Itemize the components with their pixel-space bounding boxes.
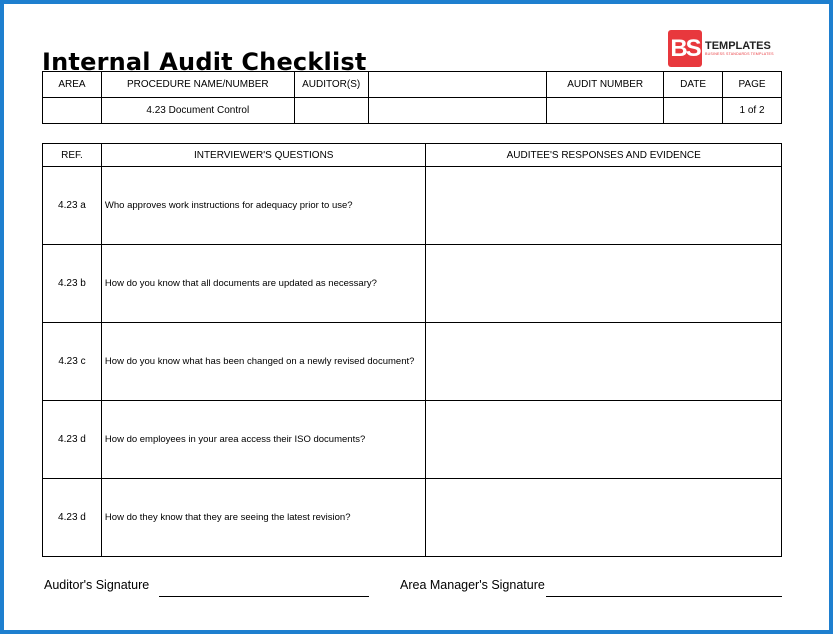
table-row xyxy=(43,245,782,323)
logo-name: TEMPLATES xyxy=(705,39,771,52)
table-row xyxy=(43,479,782,557)
ref-column-header: REF. xyxy=(43,144,102,167)
row-question: How do you know that all documents are updated as necessary? xyxy=(101,245,426,323)
manager-signature-label: Area Manager's Signature xyxy=(400,578,545,592)
logo-mark: BS xyxy=(668,30,702,67)
procedure-label: PROCEDURE NAME/NUMBER xyxy=(101,72,294,98)
row-ref: 4.23 a xyxy=(43,167,102,245)
area-value[interactable] xyxy=(43,98,102,124)
questions-column-header: INTERVIEWER'S QUESTIONS xyxy=(101,144,426,167)
audit-number-value[interactable] xyxy=(547,98,664,124)
row-response[interactable] xyxy=(426,167,782,245)
table-row xyxy=(43,401,782,479)
responses-column-header: AUDITEE'S RESPONSES AND EVIDENCE xyxy=(426,144,782,167)
page-title: Internal Audit Checklist xyxy=(42,48,367,76)
document-page xyxy=(4,4,829,630)
auditors-extra-value[interactable] xyxy=(368,98,547,124)
date-value[interactable] xyxy=(664,98,723,124)
date-label: DATE xyxy=(664,72,723,98)
table-row xyxy=(43,323,782,401)
audit-header-table xyxy=(42,71,782,124)
row-response[interactable] xyxy=(426,323,782,401)
auditors-extra-cell[interactable] xyxy=(368,72,547,98)
page-value: 1 of 2 xyxy=(723,98,782,124)
row-ref: 4.23 b xyxy=(43,245,102,323)
row-ref: 4.23 d xyxy=(43,401,102,479)
row-question: How do they know that they are seeing the latest revision? xyxy=(101,479,426,557)
row-ref: 4.23 d xyxy=(43,479,102,557)
row-ref: 4.23 c xyxy=(43,323,102,401)
audit-number-label: AUDIT NUMBER xyxy=(547,72,664,98)
area-label: AREA xyxy=(43,72,102,98)
row-response[interactable] xyxy=(426,401,782,479)
table-row xyxy=(43,167,782,245)
row-response[interactable] xyxy=(426,479,782,557)
auditor-signature-line[interactable] xyxy=(159,596,369,597)
logo-tagline: BUSINESS STANDARDS TEMPLATES xyxy=(705,51,774,56)
row-response[interactable] xyxy=(426,245,782,323)
procedure-value[interactable]: 4.23 Document Control xyxy=(101,98,294,124)
row-question: How do you know what has been changed on a newly revised document? xyxy=(101,323,426,401)
auditor-signature-label: Auditor's Signature xyxy=(44,578,150,592)
row-question: How do employees in your area access their ISO documents? xyxy=(101,401,426,479)
checklist-table xyxy=(42,143,782,557)
auditors-value[interactable] xyxy=(294,98,368,124)
page-label: PAGE xyxy=(723,72,782,98)
row-question: Who approves work instructions for adequacy prior to use? xyxy=(101,167,426,245)
auditors-label: AUDITOR(S) xyxy=(294,72,368,98)
brand-logo xyxy=(668,30,774,67)
manager-signature-line[interactable] xyxy=(546,596,782,597)
